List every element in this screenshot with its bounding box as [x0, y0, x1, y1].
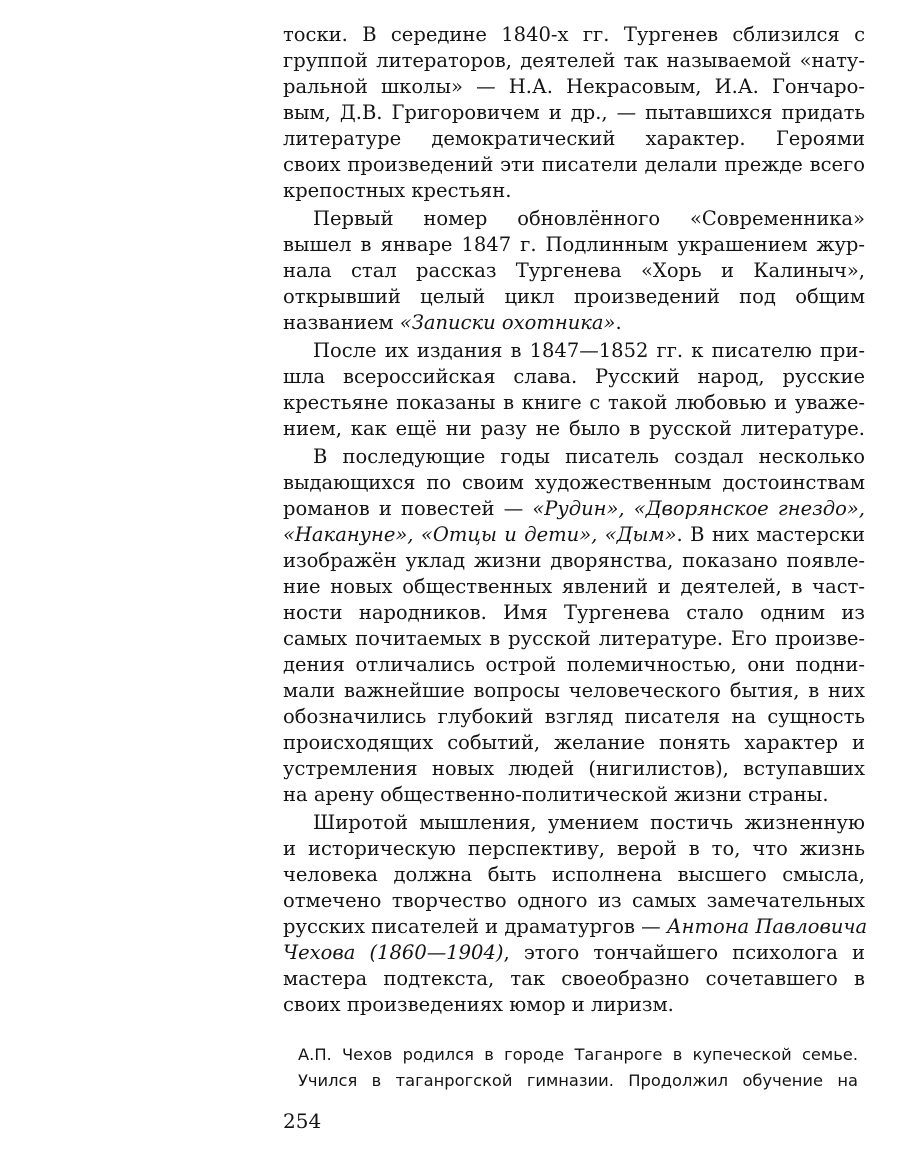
text-line: нала стал рассказ Тургенева «Хорь и Калиныч», — [283, 259, 865, 282]
text-line: своих произведениях юмор и лиризм. — [283, 993, 674, 1016]
text-line: Широтой мышления, умением постичь жизненную — [313, 811, 865, 834]
text-run: . — [615, 311, 622, 334]
text-line — [283, 940, 865, 966]
text-line: Первый номер обновлённого «Современника» — [313, 207, 865, 230]
text-line: ности народников. Имя Тургенева стало одним из — [283, 601, 865, 624]
text-run: . В них мастерски — [676, 523, 866, 546]
text-line — [283, 310, 865, 336]
text-run: названием — [283, 311, 400, 334]
text-line: тоски. В середине 1840-х гг. Тургенев сблизился с — [283, 23, 865, 46]
text-line: В последующие годы писатель создал несколько — [313, 445, 865, 468]
text-line: выдающихся по своим художественным достоинствам — [283, 471, 865, 494]
text-line: самых почитаемых в русской литературе. Его произве- — [283, 627, 865, 650]
text-line: изображён уклад жизни дворянства, показано появле- — [283, 549, 865, 572]
page-number: 254 — [283, 1109, 322, 1133]
author-name: Чехова (1860—1904) — [283, 941, 504, 964]
text-line: крепостных крестьян. — [283, 179, 512, 202]
text-line: дения отличались острой полемичностью, они подни- — [283, 653, 865, 676]
text-line: мали важнейшие вопросы человеческого бытия, в них — [283, 679, 865, 702]
text-line — [283, 496, 865, 522]
text-line: После их издания в 1847—1852 гг. к писателю при- — [313, 339, 865, 362]
text-line — [283, 522, 865, 548]
text-line: вышел в январе 1847 г. Подлинным украшением жур- — [283, 233, 865, 256]
text-line: литературе демократический характер. Героями — [283, 127, 865, 150]
text-line: человека должна быть исполнена высшего смысла, — [283, 863, 865, 886]
book-title: «Записки охотника» — [399, 311, 616, 334]
text-line — [283, 914, 868, 940]
text-line: группой литераторов, деятелей так называемой «нату- — [283, 49, 865, 72]
text-line: и историческую перспективу, верой в то, что жизнь — [283, 837, 865, 860]
text-line: вым, Д.В. Григоровичем и др., — пытавшихся придать — [283, 101, 865, 124]
author-name: Антона Павловича — [666, 915, 868, 938]
text-line: обозначились глубокий взгляд писателя на сущность — [283, 705, 865, 728]
text-line: ральной школы» — Н.А. Некрасовым, И.А. Гончаро- — [283, 75, 865, 98]
book-titles: «Рудин», «Дворянское гнездо», — [532, 497, 865, 520]
text-line: происходящих событий, желание понять характер и — [283, 731, 865, 754]
text-run: , этого тончайшего психолога и — [503, 941, 866, 964]
text-line: шла всероссийская слава. Русский народ, русские — [283, 365, 865, 388]
text-line: на арену общественно-политической жизни страны. — [283, 783, 829, 806]
text-line: ние новых общественных явлений и деятелей, в част- — [283, 575, 865, 598]
text-line: нием, как ещё ни разу не было в русской литературе. — [283, 417, 865, 440]
side-text-line: Учился в таганрогской гимназии. Продолжил обучение на — [298, 1071, 858, 1090]
text-run: русских писателей и драматургов — — [283, 915, 667, 938]
text-line: мастера подтекста, так своеобразно сочетавшего в — [283, 967, 865, 990]
text-line: своих произведений эти писатели делали прежде всего — [283, 153, 865, 176]
text-line: устремления новых людей (нигилистов), вступавших — [283, 757, 865, 780]
side-text-line: А.П. Чехов родился в городе Таганроге в купеческой семье. — [298, 1045, 858, 1064]
text-line: отмечено творчество одного из самых замечательных — [283, 889, 865, 912]
book-titles: «Накануне», «Отцы и дети», «Дым» — [283, 523, 677, 546]
text-line: открывший целый цикл произведений под общим — [283, 285, 865, 308]
text-line: крестьяне показаны в книге с такой любовью и уваже- — [283, 391, 865, 414]
text-run: романов и повестей — — [283, 497, 533, 520]
